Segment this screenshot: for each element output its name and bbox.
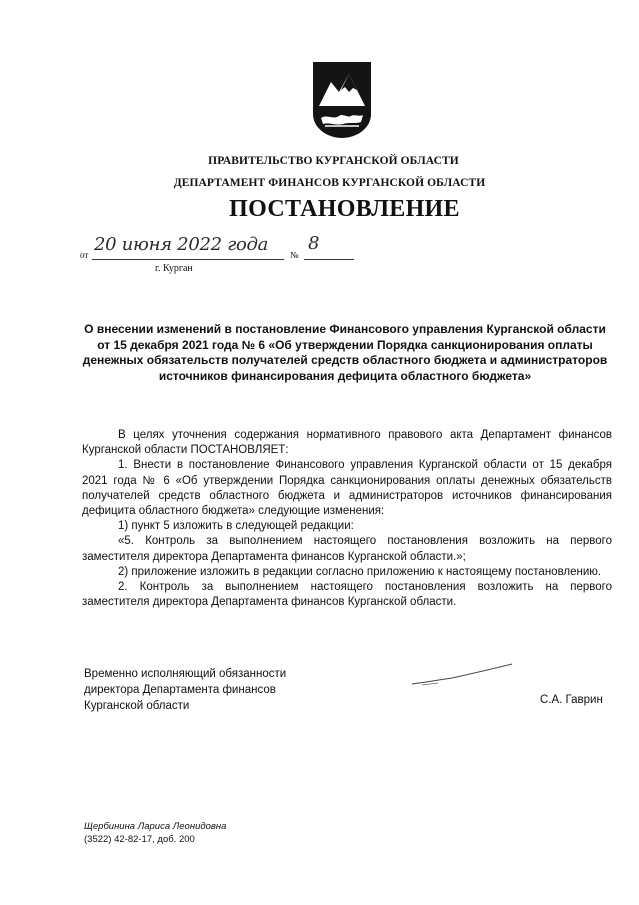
org-name-department: ДЕПАРТАМЕНТ ФИНАНСОВ КУРГАНСКОЙ ОБЛАСТИ [173,177,486,189]
executor-info [84,820,226,846]
signatory-name: С.А. Гаврин [540,694,603,706]
body-paragraph-preamble: В целях уточнения содержания нормативного правового акта Департамент финансов Курганской области ПОСТАНОВЛЯЕТ: [82,429,612,457]
number-underline [304,259,354,260]
body-paragraph-quote: «5. Контроль за выполнением настоящего постановления возложить на первого заместителя директора Департамента финансов Курганской области.»; [82,535,612,563]
signatory-line-2: директора Департамента финансов [84,684,276,696]
signatory-position [84,666,286,714]
kurgan-region-coat-of-arms-icon [311,60,373,140]
body-paragraph-subitem-1: 1) пункт 5 изложить в следующей редакции: [118,520,354,533]
date-number-row [78,233,358,263]
body-paragraph-item-1: 1. Внести в постановление Финансового управления Курганской области от 15 декабря 2021 года № 6 «Об утверждении Порядка санкционирования оплаты денежных обязательств получателей средств областного бюджета и администраторов источников финансирования дефицита областного бюджета» следующие изменения: [82,459,612,518]
handwritten-number: 8 [308,233,320,254]
number-prefix-label: № [290,250,299,260]
date-underline [92,259,284,260]
org-name-government: ПРАВИТЕЛЬСТВО КУРГАНСКОЙ ОБЛАСТИ [208,155,459,167]
document-title: О внесении изменений в постановление Финансового управления Курганской области от 15 декабря 2021 года № 6 «Об утверждении Порядка санкционирования оплаты денежных обязательств получателей средств областного бюджета и администраторов источников финансирования дефицита областного бюджета» [82,322,608,383]
executor-phone: (3522) 42-82-17, доб. 200 [84,834,195,845]
handwritten-signature-icon [408,660,518,690]
document-type-heading: ПОСТАНОВЛЕНИЕ [229,196,460,222]
signatory-line-1: Временно исполняющий обязанности [84,668,287,680]
handwritten-date: 20 июня 2022 года [94,234,269,255]
signatory-line-3: Курганской области [84,700,190,712]
document-body [82,428,612,610]
city-label: г. Курган [155,263,193,274]
date-prefix-label: от [80,250,89,260]
executor-name: Щербинина Лариса Леонидовна [84,821,227,832]
body-paragraph-item-2: 2. Контроль за выполнением настоящего постановления возложить на первого заместителя директора Департамента финансов Курганской области. [82,581,612,609]
body-paragraph-subitem-2: 2) приложение изложить в редакции согласно приложению к настоящему постановлению. [118,565,602,578]
